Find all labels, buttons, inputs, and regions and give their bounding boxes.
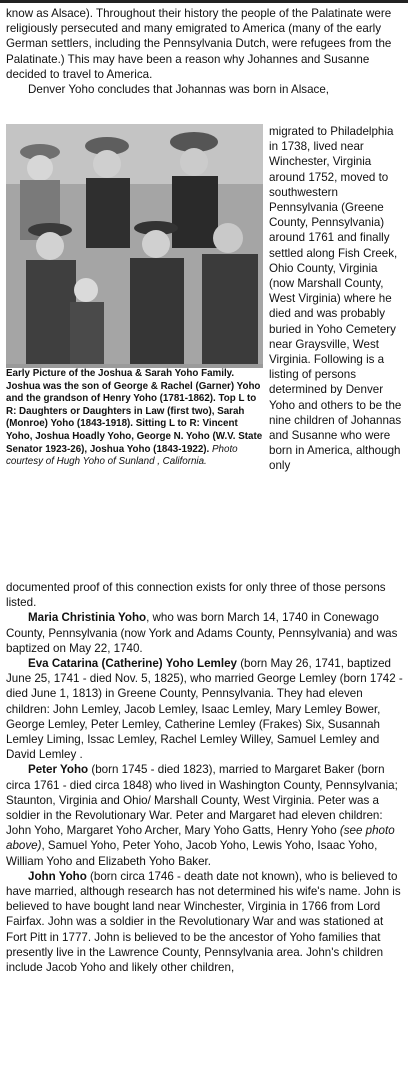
- photo-caption-text: Early Picture of the Joshua & Sarah Yoho Family. Joshua was the son of George & Rachel (Garner) Yoho and the grandson of Henry Yoho (1781-1862). Top L to R: Daughters or Daughters in Law (first two), Sarah (Monroe) Yoho (1843-1918). Sitting L to R: Vincent Yoho, Joshua Hoadly Yoho, George N. Yoho (W.V. State Senator 1923-26), Joshua Yoho (1843-1922).: [6, 368, 263, 455]
- photo-credit: Photo courtesy of Hugh Yoho of Sunland , California.: [6, 443, 238, 468]
- entry-peter-text-b: , Samuel Yoho, Peter Yoho, Jacob Yoho, Lewis Yoho, Isaac Yoho, William Yoho and Elizabeth Yoho Baker.: [6, 839, 378, 868]
- entry-john: [6, 869, 404, 975]
- family-photo-figure: [6, 124, 263, 468]
- entry-peter-name: Peter Yoho: [28, 763, 89, 777]
- entry-eva-text: (born May 26, 1741, baptized June 25, 1741 - died Nov. 5, 1825), who married George Lemley (born 1742 - died June 1, 1813) in Greene County, Pennsylvania. They had eleven children: John Lemley, Jacob Lemley, Isaac Lemley, Mary Lemley Bower, George Lemley, Peter Lemley, Catherine Lemley (Frakes) Six, Susannah Lemley Liming, Issac Lemley, Rachel Lemley Willey, Samuel Lemley and David Lemley .: [6, 657, 403, 762]
- family-photo-image: [6, 124, 263, 364]
- entry-eva: [6, 656, 404, 762]
- photo-caption: [6, 368, 263, 469]
- entry-maria-name: Maria Christinia Yoho: [28, 611, 147, 625]
- main-body: [6, 580, 404, 975]
- entry-peter-text-a: (born 1745 - died 1823), married to Margaret Baker (born circa 1761 - died circa 1848) who lived in Washington County, Pennsylvania; Staunton, Virginia and Ohio/ Marshall County, West Virginia. Peter was a soldier in the Revolutionary War. Peter and Margaret had eleven children: John Yoho, Margaret Yoho Archer, Mary Yoho Gatts, Henry Yoho: [6, 763, 398, 838]
- entry-eva-name: Eva Catarina (Catherine) Yoho Lemley: [28, 657, 237, 671]
- intro-block: [6, 6, 404, 97]
- continuation-paragraph: documented proof of this connection exists for only three of those persons listed.: [6, 581, 386, 610]
- entry-maria: [6, 610, 404, 656]
- entry-john-name: John Yoho: [28, 869, 87, 883]
- entry-maria-text: , who was born March 14, 1740 in Conewago County, Pennsylvania (now York and Adams County, Pennsylvania) and was baptized on May 22, 1740.: [6, 611, 398, 655]
- family-photo: [6, 124, 263, 364]
- entry-john-text: (born circa 1746 - death date not known), who is believed to have married, although research has not determined his wife's name. John is believed to have bought land near Winchester, Virginia in 1766 from Lord Fairfax. John was a soldier in the Revolutionary War and was stationed at Fort Pitt in 1777. John is believed to be the ancestor of Yoho families that presently live in the Lawrence County, Pennsylvania area. John's children include Jacob Yoho and likely other children,: [6, 869, 401, 975]
- entry-peter: [6, 762, 404, 868]
- entry-peter-see-photo: (see photo above): [6, 824, 395, 853]
- side-column-text: migrated to Philadelphia in 1738, lived near Winchester, Virginia around 1752, moved to southwestern Pennsylvania (Greene County, Pennsylvania) around 1761 and finally settled along Fish Creek, Ohio County, Virginia (now Marshall County, West Virginia) where he died and was probably buried in Yoho Cemetery near Graysville, West Virginia. Following is a listing of persons determined by Denver Yoho and others to be the nine children of Johannas and Susanne who were born in America, although only: [269, 125, 402, 473]
- denver-paragraph-start: Denver Yoho concludes that Johannas was born in Alsace,: [28, 83, 329, 97]
- intro-paragraph: know as Alsace). Throughout their history the people of the Palatinate were religiously persecuted and many emigrated to America (many of the early German settlers, including the Pennsylvania Dutch, were refugees from the Palatinate.) This may have been a reason why Johannes and Susanne decided to travel to America.: [6, 7, 392, 81]
- top-border: [0, 0, 408, 3]
